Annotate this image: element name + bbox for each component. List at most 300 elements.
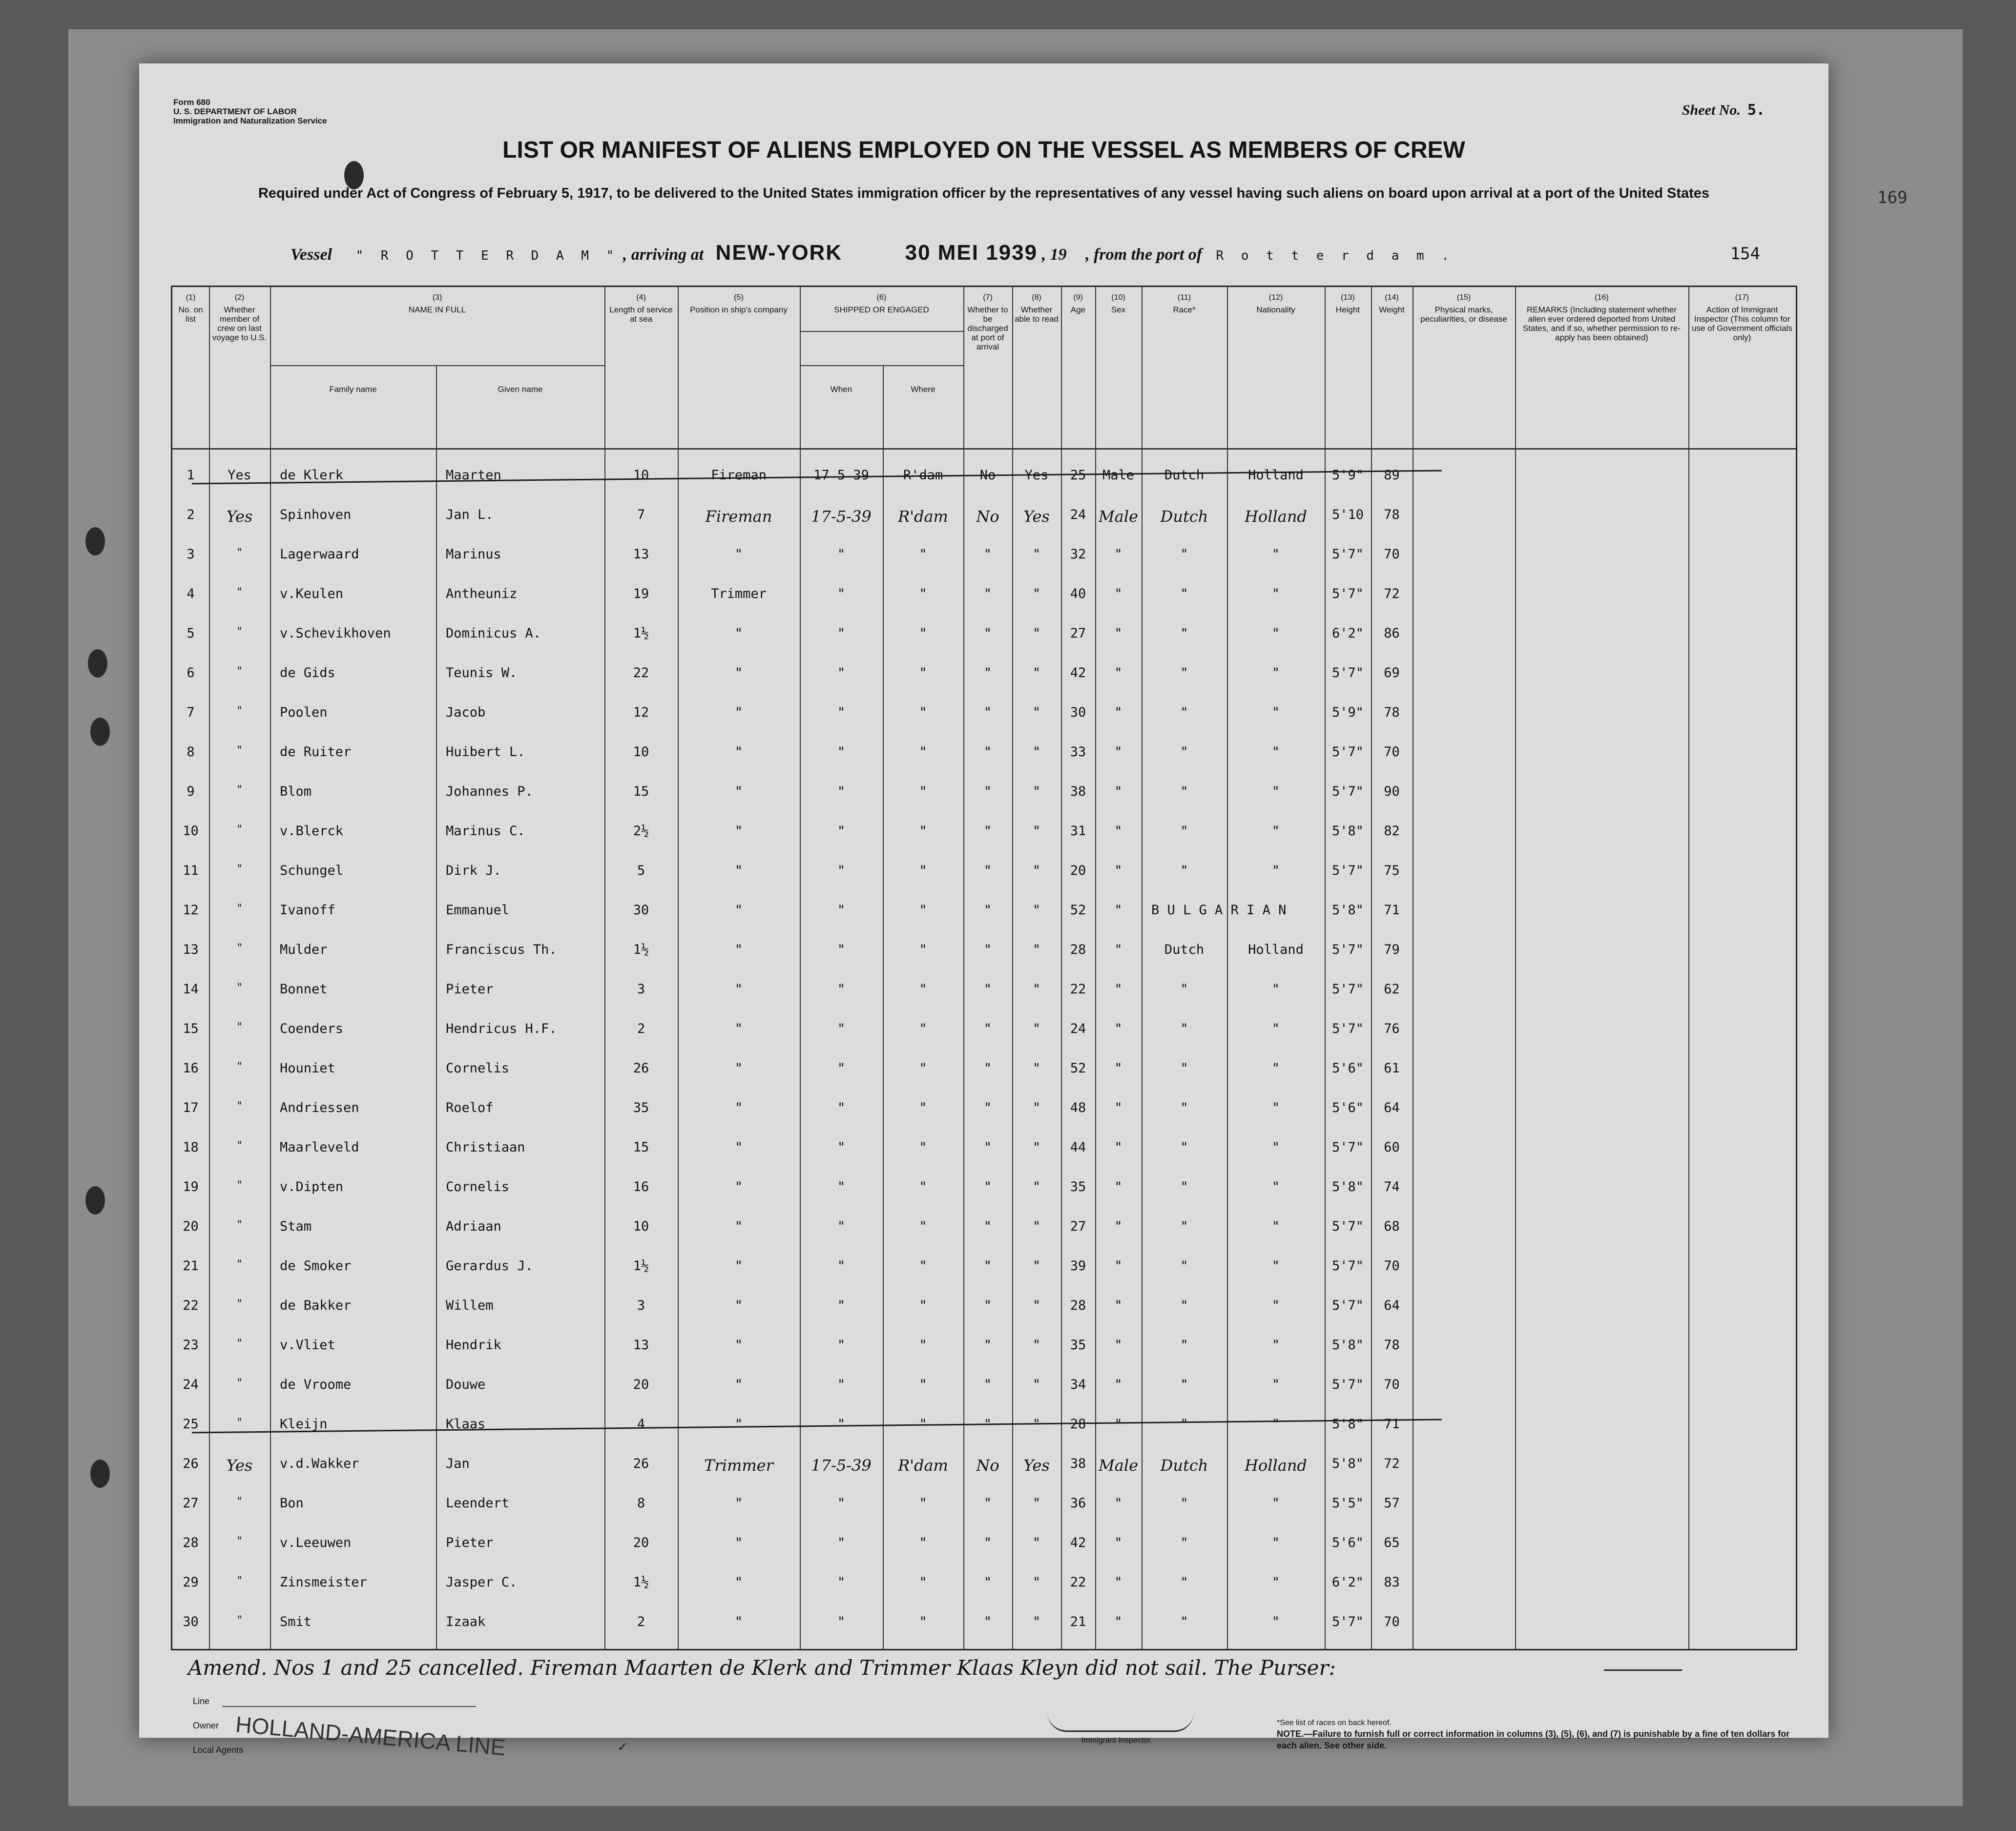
row-nat: ": [1271, 1219, 1280, 1234]
row-sex: ": [1114, 1258, 1122, 1274]
row-svc: 22: [633, 665, 649, 680]
row-disch: ": [983, 1535, 992, 1550]
row-weight: 62: [1384, 982, 1400, 997]
check-mark: ✓: [618, 1741, 628, 1754]
row-family: Smit: [280, 1614, 312, 1629]
row-sex: ": [1114, 863, 1122, 878]
row-no: 29: [183, 1575, 199, 1590]
row-weight: 74: [1384, 1179, 1400, 1194]
row-prior: ": [236, 1496, 243, 1508]
row-sex: Male: [1102, 468, 1135, 483]
row-sex: ": [1114, 942, 1122, 957]
row-pos: ": [734, 1417, 743, 1432]
row-when: ": [837, 744, 846, 760]
row-family: de Vroome: [280, 1377, 352, 1392]
row-given: Pieter: [446, 1535, 494, 1550]
row-prior: ": [236, 823, 243, 836]
row-age: 22: [1070, 1575, 1086, 1590]
column-header-given: Given name: [498, 385, 543, 394]
row-no: 13: [183, 942, 199, 957]
row-svc: 1½: [633, 626, 649, 641]
row-prior: ": [236, 547, 243, 559]
row-weight: 71: [1384, 903, 1400, 918]
row-height: 5'7": [1331, 1258, 1364, 1274]
row-age: 27: [1070, 1219, 1086, 1234]
row-read: ": [1032, 665, 1041, 680]
row-pos: ": [734, 1061, 743, 1076]
row-nat: ": [1271, 784, 1280, 799]
row-disch: ": [983, 982, 992, 997]
row-nat: ": [1271, 665, 1280, 680]
row-read: ": [1032, 863, 1041, 878]
row-read: ": [1032, 823, 1041, 839]
row-sex: ": [1114, 744, 1122, 760]
row-sex: ": [1114, 823, 1122, 839]
row-read: ": [1032, 1298, 1041, 1313]
row-weight: 61: [1384, 1061, 1400, 1076]
row-disch: ": [983, 586, 992, 601]
header-rule: [800, 331, 963, 332]
row-pos: ": [734, 1377, 743, 1392]
date-stamp: 30 MEI 1939: [905, 241, 1038, 265]
row-when: ": [837, 1021, 846, 1036]
row-no: 28: [183, 1535, 199, 1550]
row-race: ": [1180, 1179, 1188, 1194]
row-pos: Trimmer: [711, 586, 767, 601]
row-height: 5'9": [1331, 468, 1364, 483]
row-no: 8: [187, 744, 195, 760]
row-when: ": [837, 1179, 846, 1194]
row-prior: ": [236, 1337, 243, 1350]
row-no: 7: [187, 705, 195, 720]
column-divider: [209, 287, 210, 1649]
row-pos: Trimmer: [704, 1456, 773, 1475]
row-svc: 8: [637, 1496, 645, 1511]
row-when: ": [837, 903, 846, 918]
row-weight: 70: [1384, 1258, 1400, 1274]
row-weight: 75: [1384, 863, 1400, 878]
column-header-rem-text: REMARKS (Including statement whether alien ever ordered deported from United States, and if so, whether permission to re-apply has been obtained): [1522, 305, 1681, 342]
column-header-read-text: Whether able to read: [1015, 305, 1059, 324]
row-race: B U L G A R I A N: [1151, 903, 1287, 918]
column-header-phys-text: Physical marks, peculiarities, or disease: [1420, 305, 1507, 324]
row-age: 40: [1070, 586, 1086, 601]
owner-stamp: HOLLAND-AMERICA LINE: [234, 1711, 507, 1761]
races-note: *See list of races on back hereof.: [1277, 1719, 1392, 1727]
column-header-where: Where: [911, 385, 935, 394]
row-race: ": [1180, 1298, 1188, 1313]
row-disch: No: [976, 507, 999, 526]
row-given: Pieter: [446, 982, 494, 997]
column-header-pos-text: Position in ship's company: [690, 305, 788, 314]
row-disch: ": [983, 1298, 992, 1313]
row-age: 27: [1070, 626, 1086, 641]
row-family: Schungel: [280, 863, 344, 878]
department-name: U. S. DEPARTMENT OF LABOR: [173, 107, 297, 116]
column-header-height: [1327, 293, 1369, 314]
row-family: Zinsmeister: [280, 1575, 367, 1590]
row-prior: ": [236, 744, 243, 757]
row-pos: ": [734, 1298, 743, 1313]
row-height: 5'7": [1331, 586, 1364, 601]
row-family: Poolen: [280, 705, 328, 720]
row-pos: ": [734, 626, 743, 641]
row-disch: ": [983, 1100, 992, 1115]
row-weight: 78: [1384, 705, 1400, 720]
row-where: R'dam: [903, 468, 943, 483]
row-race: ": [1180, 705, 1188, 720]
row-disch: No: [976, 1456, 999, 1475]
row-pos: ": [734, 1021, 743, 1036]
column-header-sex: [1097, 293, 1140, 314]
row-disch: ": [983, 823, 992, 839]
row-nat: Holland: [1245, 507, 1307, 526]
row-race: ": [1180, 1377, 1188, 1392]
row-nat: ": [1271, 1140, 1280, 1155]
row-no: 18: [183, 1140, 199, 1155]
row-sex: ": [1114, 1219, 1122, 1234]
column-header-race-text: Race*: [1173, 305, 1196, 314]
row-height: 5'5": [1331, 1496, 1364, 1511]
row-when: ": [837, 1061, 846, 1076]
row-family: Mulder: [280, 942, 328, 957]
row-height: 5'7": [1331, 1219, 1364, 1234]
row-pos: ": [734, 744, 743, 760]
column-header-age: [1063, 293, 1093, 314]
row-pos: ": [734, 665, 743, 680]
row-disch: ": [983, 626, 992, 641]
row-svc: 13: [633, 547, 649, 562]
row-where: ": [919, 1258, 927, 1274]
row-read: ": [1032, 982, 1041, 997]
column-header-disch-num: (7): [983, 293, 993, 302]
row-family: Andriessen: [280, 1100, 359, 1115]
row-height: 5'6": [1331, 1535, 1364, 1550]
row-given: Jan L.: [446, 507, 494, 522]
form-identifier: [173, 98, 327, 125]
column-header-rem: [1517, 293, 1686, 342]
row-disch: ": [983, 1377, 992, 1392]
row-where: ": [919, 1535, 927, 1550]
row-height: 5'7": [1331, 665, 1364, 680]
row-given: Dirk J.: [446, 863, 501, 878]
service-name: Immigration and Naturalization Service: [173, 116, 327, 125]
row-sex: ": [1114, 903, 1122, 918]
row-prior: ": [236, 863, 243, 875]
row-race: ": [1180, 547, 1188, 562]
row-height: 5'7": [1331, 547, 1364, 562]
column-divider: [963, 287, 964, 1649]
row-read: ": [1032, 1417, 1041, 1432]
row-age: 38: [1070, 1456, 1086, 1471]
row-family: Stam: [280, 1219, 312, 1234]
row-weight: 71: [1384, 1417, 1400, 1432]
page-subtitle: Required under Act of Congress of February 5, 1917, to be delivered to the United States immigration officer by the representatives of any vessel having such aliens on board upon arrival at a port of the United States: [258, 185, 1710, 201]
row-when: ": [837, 665, 846, 680]
row-given: Douwe: [446, 1377, 486, 1392]
column-header-rem-num: (16): [1595, 293, 1609, 302]
row-sex: ": [1114, 586, 1122, 601]
row-svc: 26: [633, 1061, 649, 1076]
from-label: , from the port of: [1085, 246, 1203, 264]
row-when: ": [837, 1258, 846, 1274]
row-when: ": [837, 1337, 846, 1353]
row-given: Christiaan: [446, 1140, 525, 1155]
row-race: ": [1180, 982, 1188, 997]
row-disch: ": [983, 1140, 992, 1155]
column-header-height-text: Height: [1335, 305, 1360, 314]
row-pos: ": [734, 1258, 743, 1274]
row-race: ": [1180, 1614, 1188, 1629]
row-when: ": [837, 705, 846, 720]
column-header-age-text: Age: [1070, 305, 1086, 314]
row-age: 33: [1070, 744, 1086, 760]
column-header-prior-text: Whether member of crew on last voyage to U.S.: [212, 305, 267, 342]
column-header-phys: [1414, 293, 1513, 324]
row-sex: ": [1114, 547, 1122, 562]
row-age: 28: [1070, 1417, 1086, 1432]
binder-hole: [90, 1460, 110, 1488]
row-family: v.Keulen: [280, 586, 344, 601]
row-sex: ": [1114, 1100, 1122, 1115]
row-family: de Smoker: [280, 1258, 352, 1274]
row-no: 11: [183, 863, 199, 878]
row-disch: ": [983, 1496, 992, 1511]
row-no: 10: [183, 823, 199, 839]
row-age: 39: [1070, 1258, 1086, 1274]
crew-table: [171, 286, 1797, 1650]
row-age: 21: [1070, 1614, 1086, 1629]
row-race: ": [1180, 626, 1188, 641]
column-header-name-text: NAME IN FULL: [408, 305, 466, 314]
row-sex: ": [1114, 1535, 1122, 1550]
row-prior: Yes: [228, 468, 251, 483]
row-height: 5'7": [1331, 784, 1364, 799]
row-nat: Holland: [1245, 1456, 1307, 1475]
row-when: ": [837, 942, 846, 957]
row-age: 28: [1070, 942, 1086, 957]
row-race: ": [1180, 1021, 1188, 1036]
row-svc: 16: [633, 1179, 649, 1194]
column-divider: [604, 287, 605, 1649]
row-pos: ": [734, 705, 743, 720]
row-pos: ": [734, 982, 743, 997]
column-divider: [1371, 287, 1372, 1649]
row-where: ": [919, 1614, 927, 1629]
column-divider: [1061, 287, 1062, 1649]
row-when: ": [837, 1535, 846, 1550]
column-header-no: [174, 293, 207, 324]
row-pos: ": [734, 1140, 743, 1155]
row-height: 5'7": [1331, 1377, 1364, 1392]
row-disch: ": [983, 1061, 992, 1076]
row-height: 6'2": [1331, 626, 1364, 641]
row-disch: ": [983, 705, 992, 720]
row-family: v.Dipten: [280, 1179, 344, 1194]
row-family: Ivanoff: [280, 903, 335, 918]
column-divider: [436, 365, 437, 1649]
row-when: ": [837, 586, 846, 601]
row-weight: 82: [1384, 823, 1400, 839]
row-no: 26: [183, 1456, 199, 1471]
column-header-name: [270, 293, 604, 314]
row-weight: 60: [1384, 1140, 1400, 1155]
row-when: ": [837, 1575, 846, 1590]
row-age: 35: [1070, 1337, 1086, 1353]
row-age: 25: [1070, 468, 1086, 483]
row-weight: 64: [1384, 1100, 1400, 1115]
row-disch: ": [983, 665, 992, 680]
row-svc: 1½: [633, 1575, 649, 1590]
row-when: ": [837, 1100, 846, 1115]
column-header-act-text: Action of Immigrant Inspector (This column for use of Government officials only): [1692, 305, 1792, 342]
row-nat: ": [1271, 1021, 1280, 1036]
row-sex: Male: [1098, 507, 1138, 526]
row-disch: ": [983, 547, 992, 562]
row-read: ": [1032, 1496, 1041, 1511]
row-when: ": [837, 823, 846, 839]
column-header-prior-num: (2): [234, 293, 245, 302]
row-where: ": [919, 982, 927, 997]
row-height: 5'8": [1331, 1337, 1364, 1353]
row-given: Antheuniz: [446, 586, 518, 601]
row-height: 5'7": [1331, 863, 1364, 878]
row-nat: ": [1271, 1535, 1280, 1550]
row-given: Dominicus A.: [446, 626, 541, 641]
row-pos: ": [734, 1496, 743, 1511]
row-race: Dutch: [1164, 468, 1205, 483]
row-age: 20: [1070, 863, 1086, 878]
row-no: 23: [183, 1337, 199, 1353]
row-prior: ": [236, 942, 243, 954]
from-port: R o t t e r d a m .: [1216, 248, 1454, 263]
row-height: 5'7": [1331, 1021, 1364, 1036]
column-header-disch: [965, 293, 1010, 351]
manifest-sheet: [139, 63, 1829, 1761]
row-height: 5'10: [1331, 507, 1364, 522]
sheet-number: [1682, 102, 1765, 119]
column-header-sex-text: Sex: [1111, 305, 1126, 314]
row-when: ": [837, 626, 846, 641]
row-family: Blom: [280, 784, 312, 799]
row-given: Jasper C.: [446, 1575, 518, 1590]
column-header-disch-text: Whether to be discharged at port of arrival: [967, 305, 1008, 351]
row-when: ": [837, 1298, 846, 1313]
row-race: ": [1180, 1535, 1188, 1550]
row-race: ": [1180, 1140, 1188, 1155]
sheet-value: 5.: [1747, 102, 1765, 119]
row-sex: ": [1114, 665, 1122, 680]
handwritten-note: Amend. Nos 1 and 25 cancelled. Fireman Maarten de Klerk and Trimmer Klaas Kleyn did not sail. The Purser:: [188, 1656, 1336, 1680]
arriving-port: NEW-YORK: [715, 241, 843, 265]
row-age: 32: [1070, 547, 1086, 562]
row-weight: 57: [1384, 1496, 1400, 1511]
row-pos: ": [734, 863, 743, 878]
row-age: 35: [1070, 1179, 1086, 1194]
row-svc: 20: [633, 1535, 649, 1550]
row-height: 5'6": [1331, 1061, 1364, 1076]
row-sex: ": [1114, 1140, 1122, 1155]
row-no: 5: [187, 626, 195, 641]
row-age: 42: [1070, 1535, 1086, 1550]
row-read: ": [1032, 1258, 1041, 1274]
row-disch: ": [983, 784, 992, 799]
row-prior: Yes: [226, 507, 253, 526]
column-header-read-num: (8): [1032, 293, 1041, 302]
row-family: v.Vliet: [280, 1337, 335, 1353]
row-nat: ": [1271, 1258, 1280, 1274]
row-read: ": [1032, 1535, 1041, 1550]
row-where: ": [919, 1061, 927, 1076]
vessel-line: [291, 241, 1454, 265]
row-prior: ": [236, 1100, 243, 1112]
row-read: Yes: [1023, 507, 1050, 526]
row-sex: ": [1114, 1496, 1122, 1511]
row-where: ": [919, 1219, 927, 1234]
binder-hole: [85, 527, 105, 555]
row-when: ": [837, 1377, 846, 1392]
row-height: 5'7": [1331, 744, 1364, 760]
row-race: ": [1180, 1258, 1188, 1274]
row-read: Yes: [1023, 1456, 1050, 1475]
row-where: ": [919, 1337, 927, 1353]
row-read: ": [1032, 1100, 1041, 1115]
row-race: ": [1180, 1496, 1188, 1511]
row-sex: ": [1114, 1377, 1122, 1392]
row-when: ": [837, 1219, 846, 1234]
column-header-svc: [606, 293, 676, 324]
row-pos: ": [734, 1614, 743, 1629]
row-no: 4: [187, 586, 195, 601]
row-family: Coenders: [280, 1021, 344, 1036]
row-read: ": [1032, 1061, 1041, 1076]
row-read: ": [1032, 1575, 1041, 1590]
row-pos: ": [734, 1179, 743, 1194]
row-age: 42: [1070, 665, 1086, 680]
row-given: Cornelis: [446, 1179, 510, 1194]
column-header-nat: [1229, 293, 1323, 314]
row-family: de Ruiter: [280, 744, 352, 760]
row-given: Izaak: [446, 1614, 486, 1629]
row-weight: 65: [1384, 1535, 1400, 1550]
column-header-nat-text: Nationality: [1256, 305, 1295, 314]
row-height: 5'7": [1331, 982, 1364, 997]
column-header-sex-num: (10): [1111, 293, 1125, 302]
row-given: Franciscus Th.: [446, 942, 557, 957]
column-header-phys-num: (15): [1456, 293, 1471, 302]
row-race: ": [1180, 1337, 1188, 1353]
row-race: ": [1180, 665, 1188, 680]
binder-hole: [85, 1186, 105, 1214]
row-nat: ": [1271, 586, 1280, 601]
row-family: Bon: [280, 1496, 304, 1511]
row-where: ": [919, 1377, 927, 1392]
row-prior: ": [236, 705, 243, 717]
row-race: ": [1180, 823, 1188, 839]
row-prior: ": [236, 903, 243, 915]
row-family: Kleijn: [280, 1417, 328, 1432]
column-header-shipped: [800, 293, 963, 314]
row-sex: ": [1114, 1614, 1122, 1629]
row-svc: 1½: [633, 1258, 649, 1274]
footer-note: NOTE.—Failure to furnish full or correct information in columns (3), (5), (6), and (7) is punishable by a fine of ten dollars for each alien. See other side.: [1277, 1729, 1790, 1750]
row-where: ": [919, 784, 927, 799]
row-age: 30: [1070, 705, 1086, 720]
row-race: ": [1180, 1100, 1188, 1115]
row-svc: 10: [633, 1219, 649, 1234]
column-header-race: [1143, 293, 1225, 314]
row-race: ": [1180, 863, 1188, 878]
